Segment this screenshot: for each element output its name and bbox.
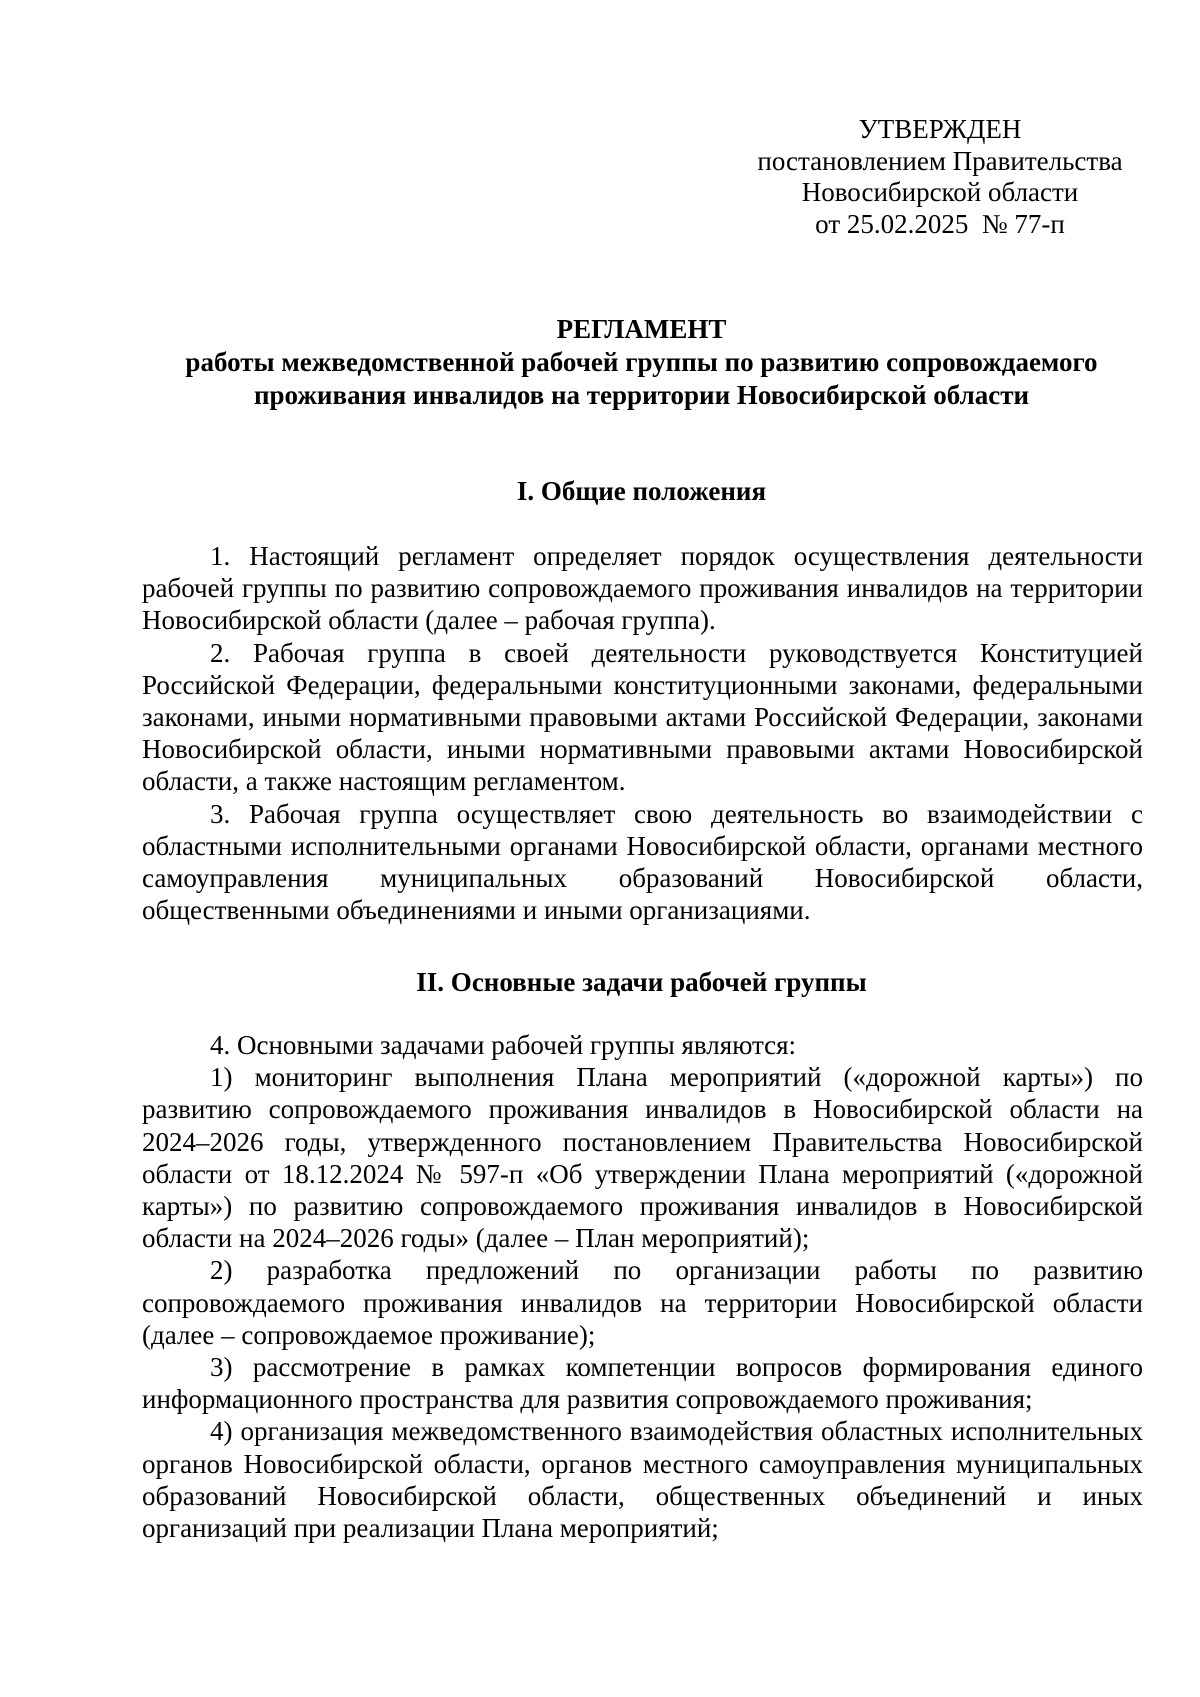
document-title — [140, 313, 1143, 412]
paragraph-3: 3. Рабочая группа осуществляет свою деятельность во взаимодействии с областными исполнительными органами Новосибирской области, органами местного самоуправления муниципальных образований Новосибирской области, общественными объединениями и иными организациями. — [142, 798, 1143, 926]
paragraph-2: 2. Рабочая группа в своей деятельности руководствуется Конституцией Российской Федерации, федеральными конституционными законами, федеральными законами, иными нормативными правовыми актами Российской Федерации, законами Новосибирской области, иными нормативными правовыми актами Новосибирской области, а также настоящим регламентом. — [142, 637, 1143, 797]
section-heading-general: I. Общие положения — [516, 476, 767, 506]
approval-date-number: от 25.02.2025 № 77-п — [815, 209, 1065, 240]
task-item-1: 1) мониторинг выполнения Плана мероприятий («дорожной карты») по развитию сопровождаемого проживания инвалидов в Новосибирской области на 2024–2026 годы, утвержденного постановлением Правительства Новосибирской области от 18.12.2024 № 597-п «Об утверждении Плана мероприятий («дорожной карты») по развитию сопровождаемого проживания инвалидов в Новосибирской области на 2024–2026 годы» (далее – План мероприятий); — [142, 1062, 1143, 1254]
paragraph-4: 4. Основными задачами рабочей группы являются: — [210, 1030, 797, 1060]
title-subtitle-line1: работы межведомственной рабочей группы по развитию сопровождаемого — [185, 347, 1098, 377]
task-item-3: 3) рассмотрение в рамках компетенции вопросов формирования единого информационного пространства для развития сопровождаемого проживания; — [142, 1352, 1143, 1415]
title-main: РЕГЛАМЕНТ — [556, 314, 727, 344]
section-tasks-body — [142, 1029, 1143, 1544]
approval-region: Новосибирской области — [801, 177, 1079, 208]
task-item-2: 2) разработка предложений по организации работы по развитию сопровождаемого проживания инвалидов на территории Новосибирской области (далее – сопровождаемое проживание); — [142, 1255, 1143, 1350]
title-subtitle-line2: проживания инвалидов на территории Новосибирской области — [253, 380, 1030, 410]
task-item-4: 4) организация межведомственного взаимодействия областных исполнительных органов Новосибирской области, органов местного самоуправления муниципальных образований Новосибирской области, общественных объединений и иных организаций при реализации Плана мероприятий; — [142, 1416, 1143, 1544]
paragraph-1: 1. Настоящий регламент определяет порядок осуществления деятельности рабочей группы по развитию сопровождаемого проживания инвалидов на территории Новосибирской области (далее – рабочая группа). — [142, 541, 1143, 636]
approval-stamp — [740, 114, 1140, 241]
approval-authority: постановлением Правительства — [757, 145, 1123, 176]
section-heading-tasks: II. Основные задачи рабочей группы — [416, 967, 867, 997]
approval-status: УТВЕРЖДЕН — [858, 114, 1022, 144]
section-general-body — [142, 540, 1143, 926]
